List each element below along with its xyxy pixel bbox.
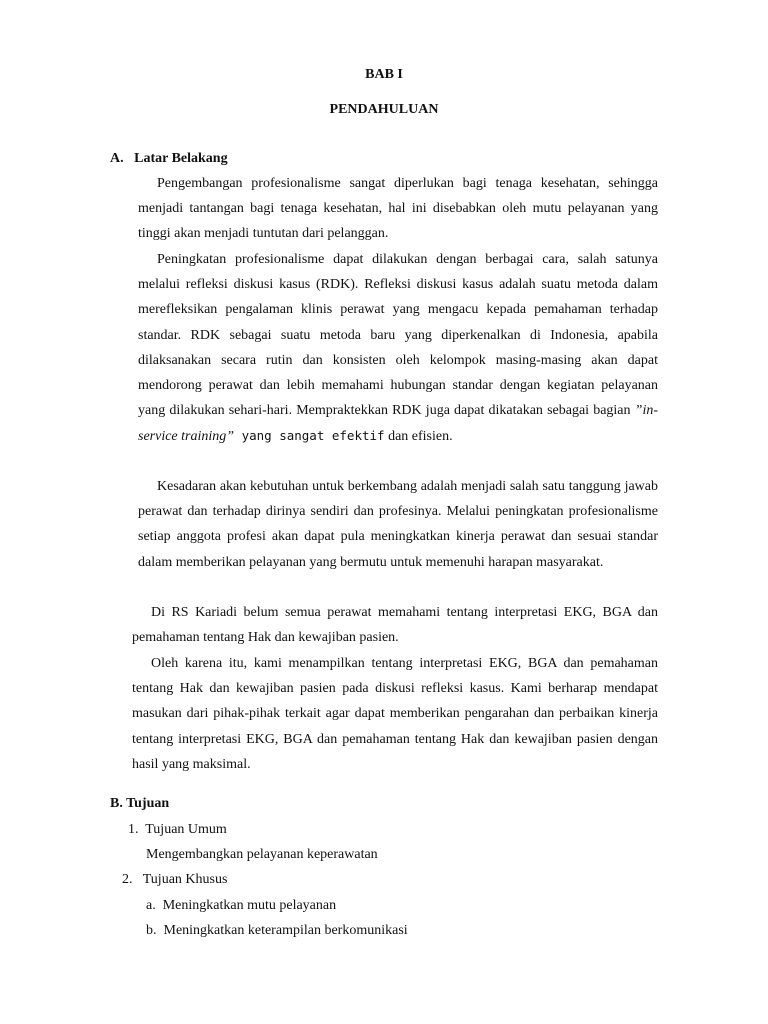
chapter-number: BAB I xyxy=(365,67,403,82)
list-item-1-body: Mengembangkan pelayanan keperawatan xyxy=(146,847,378,862)
section-b-heading: B. Tujuan xyxy=(110,796,170,811)
list-item-1: 1. Tujuan Umum xyxy=(128,822,227,837)
list-item-2b: b. Meningkatkan keterampilan berkomunikasi xyxy=(146,923,408,938)
section-a-heading: A. Latar Belakang xyxy=(110,151,228,166)
paragraph-4: Di RS Kariadi belum semua perawat memahami tentang interpretasi EKG, BGA dan pemahaman tentang Hak dan kewajiban pasien. xyxy=(132,605,658,646)
chapter-title: PENDAHULUAN xyxy=(329,102,439,117)
paragraph-2 xyxy=(138,247,658,450)
paragraph-1: Pengembangan profesionalisme sangat diperlukan bagi tenaga kesehatan, sehingga menjadi tantangan bagi tenaga kesehatan, hal ini disebabkan oleh mutu pelayanan yang tinggi akan menjadi tuntutan dari pelanggan. xyxy=(138,176,658,242)
list-item-2a: a. Meningkatkan mutu pelayanan xyxy=(146,898,337,913)
list-item-2: 2. Tujuan Khusus xyxy=(122,872,228,887)
paragraph-5: Oleh karena itu, kami menampilkan tentang interpretasi EKG, BGA dan pemahaman tentang Hak dan kewajiban pasien pada diskusi refleksi kasus. Kami berharap mendapat masukan dari pihak-pihak terkait agar dapat memberikan pengarahan dan perbaikan kinerja tentang interpretasi EKG, BGA dan pemahaman tentang Hak dan kewajiban pasien dengan hasil yang maksimal. xyxy=(132,656,658,772)
paragraph-2-end: dan efisien. xyxy=(384,429,453,445)
paragraph-3: Kesadaran akan kebutuhan untuk berkembang adalah menjadi salah satu tanggung jawab perawat dan terhadap dirinya sendiri dan profesinya. Melalui peningkatan profesionalisme setiap anggota profesi akan dapat pula meningkatkan kinerja perawat dan sesuai standar dalam memberikan pelayanan yang bermutu untuk memenuhi harapan masyarakat. xyxy=(138,479,658,570)
paragraph-2-text: Peningkatan profesionalisme dapat dilakukan dengan berbagai cara, salah satunya melalui refleksi diskusi kasus (RDK). Refleksi diskusi kasus adalah suatu metoda dalam merefleksikan pengalaman klinis perawat yang mengacu kepada pemahaman terhadap standar. RDK sebagai suatu metoda baru yang diperkenalkan di Indonesia, apabila dilaksanakan secara rutin dan konsisten oleh kelompok masing-masing akan dapat mendorong perawat dan lebih memahami hubungan standar dengan kegiatan pelayanan yang dilakukan sehari-hari. Mempraktekkan RDK juga dapat dikatakan sebagai bagian xyxy=(138,252,658,419)
paragraph-2-italic-term: ”in-service training” xyxy=(138,403,658,445)
paragraph-2-mono-text: yang sangat efektif xyxy=(234,428,385,444)
